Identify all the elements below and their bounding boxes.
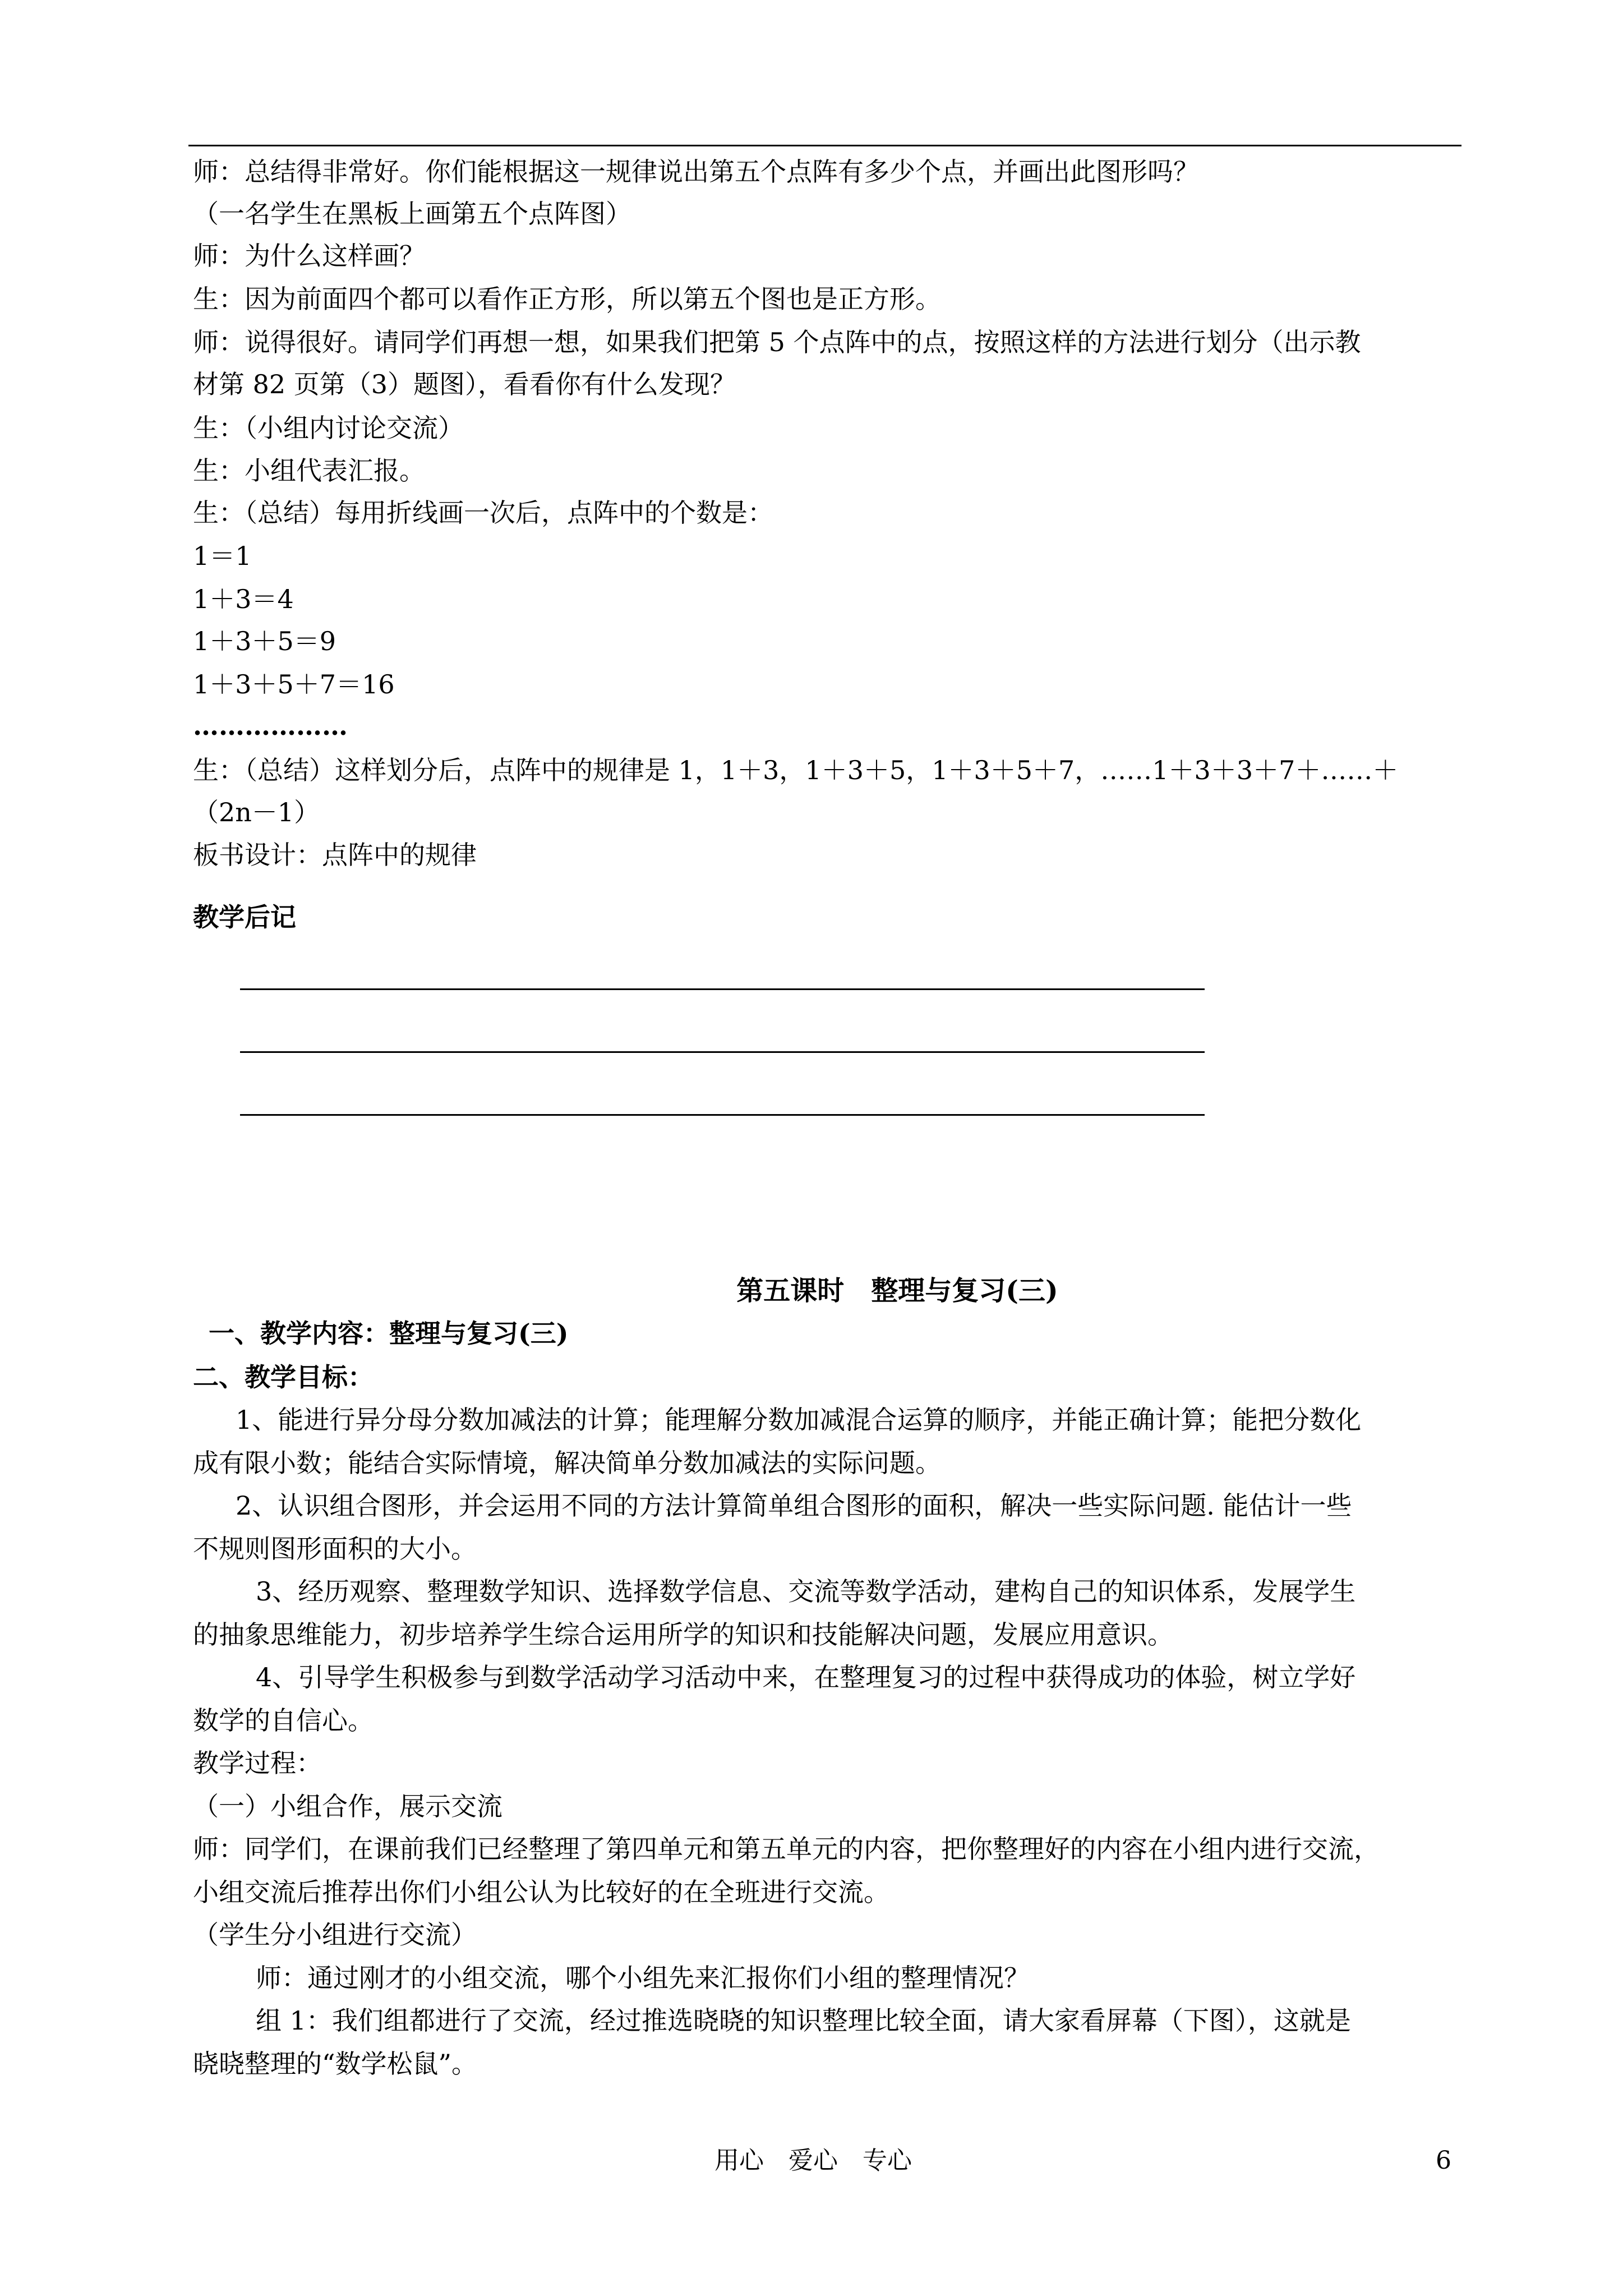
text-line: 生：因为前面四个都可以看作正方形，所以第五个图也是正方形。	[193, 284, 941, 314]
process-line: 组 1：我们组都进行了交流，经过推选晓晓的知识整理比较全面，请大家看屏幕（下图），这就是	[256, 2005, 1351, 2036]
process-line: （学生分小组进行交流）	[193, 1920, 477, 1950]
goal-line: 成有限小数；能结合实际情境，解决简单分数加减法的实际问题。	[193, 1448, 941, 1478]
goals-heading: 二、教学目标：	[193, 1362, 374, 1392]
equation-line: 1＋3＝4	[193, 584, 294, 614]
text-line: 板书设计：点阵中的规律	[193, 840, 477, 870]
goal-line: 的抽象思维能力，初步培养学生综合运用所学的知识和技能解决问题，发展应用意识。	[193, 1619, 1173, 1650]
equation-line: 1＋3＋5＝9	[193, 626, 336, 656]
notes-rule	[240, 988, 1205, 990]
text-line: 师：说得很好。请同学们再想一想，如果我们把第 5 个点阵中的点，按照这样的方法进行划分（出示教	[193, 327, 1361, 357]
goal-line: 数学的自信心。	[193, 1705, 374, 1736]
text-line: 师：为什么这样画？	[193, 241, 425, 271]
goal-line: 1、能进行异分母分数加减法的计算；能理解分数加减混合运算的顺序，并能正确计算；能把分数化	[236, 1405, 1362, 1435]
text-line: 生：（小组内讨论交流）	[193, 413, 464, 443]
postscript-heading: 教学后记	[193, 902, 296, 932]
text-line: 生：（总结）每用折线画一次后，点阵中的个数是：	[193, 498, 773, 528]
footer-motto: 用心 爱心 专心	[714, 2146, 912, 2175]
notes-rule	[240, 1051, 1205, 1053]
goal-line: 2、认识组合图形，并会运用不同的方法计算简单组合图形的面积，解决一些实际问题. 能估计一些	[236, 1490, 1352, 1521]
goal-line: 3、经历观察、整理数学知识、选择数学信息、交流等数学活动，建构自己的知识体系，发展学生	[256, 1576, 1356, 1607]
page-number: 6	[1436, 2146, 1451, 2175]
process-line: （一）小组合作，展示交流	[193, 1791, 502, 1821]
process-line: 师：通过刚才的小组交流，哪个小组先来汇报你们小组的整理情况？	[256, 1963, 1030, 1993]
text-line: 材第 82 页第（3）题图），看看你有什么发现？	[193, 369, 736, 399]
process-line: 师：同学们，在课前我们已经整理了第四单元和第五单元的内容，把你整理好的内容在小组内进行交流，	[193, 1834, 1380, 1864]
text-line: （2n－1）	[193, 797, 320, 827]
text-line: 师：总结得非常好。你们能根据这一规律说出第五个点阵有多少个点，并画出此图形吗？	[193, 157, 1199, 187]
process-line: 小组交流后推荐出你们小组公认为比较好的在全班进行交流。	[193, 1877, 889, 1907]
lesson-title: 第五课时 整理与复习(三)	[736, 1275, 1058, 1306]
text-line: 生：小组代表汇报。	[193, 455, 425, 486]
process-line: 晓晓整理的“数学松鼠”。	[193, 2049, 478, 2079]
text-line: （一名学生在黑板上画第五个点阵图）	[193, 199, 631, 229]
text-line: 生：（总结）这样划分后，点阵中的规律是 1，1＋3，1＋3＋5，1＋3＋5＋7，……1＋3＋3＋7＋……＋	[193, 755, 1399, 785]
goal-line: 4、引导学生积极参与到数学活动学习活动中来，在整理复习的过程中获得成功的体验，树立学好	[256, 1662, 1356, 1692]
process-line: 教学过程：	[193, 1748, 322, 1778]
content-heading: 一、教学内容：整理与复习(三)	[209, 1318, 569, 1349]
equation-line: 1＝1	[193, 541, 252, 571]
notes-rule	[240, 1114, 1205, 1116]
equation-line: 1＋3＋5＋7＝16	[193, 669, 395, 700]
ellipsis-line: ………………	[193, 711, 348, 741]
goal-line: 不规则图形面积的大小。	[193, 1534, 477, 1564]
header-rule	[188, 145, 1461, 146]
